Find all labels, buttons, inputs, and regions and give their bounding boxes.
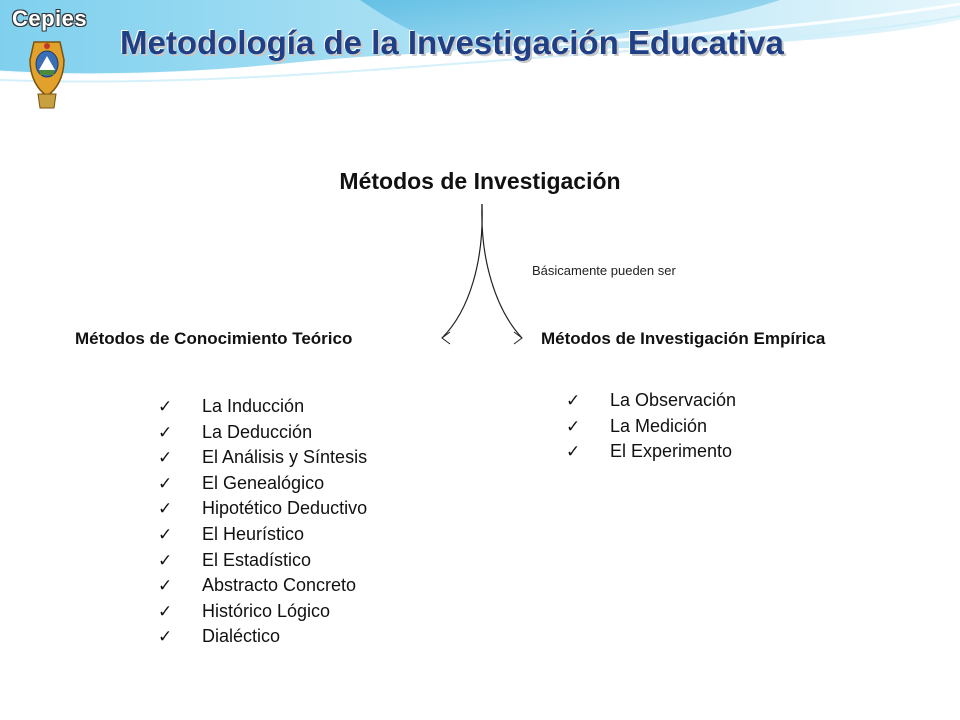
list-item: ✓ La Inducción <box>158 394 367 420</box>
check-icon: ✓ <box>158 550 173 570</box>
list-item: ✓ La Medición <box>566 414 736 440</box>
check-icon: ✓ <box>158 499 173 519</box>
left-branch-label: Métodos de Conocimiento Teórico <box>75 329 353 348</box>
check-icon: ✓ <box>158 448 173 468</box>
list-item: ✓ La Observación <box>566 388 736 414</box>
list-item: ✓ El Genealógico <box>158 471 367 497</box>
theoretical-methods-list <box>158 394 367 650</box>
check-icon: ✓ <box>158 576 173 596</box>
list-item: ✓ Hipotético Deductivo <box>158 496 367 522</box>
connector-note: Básicamente pueden ser <box>532 263 676 278</box>
brand-logo-text: Cepies <box>12 6 88 31</box>
list-item: ✓ El Análisis y Síntesis <box>158 445 367 471</box>
page-title: Metodología de la Investigación Educativa <box>120 24 784 61</box>
coat-of-arms-icon <box>26 38 68 112</box>
check-icon: ✓ <box>158 473 173 493</box>
list-item: ✓ Histórico Lógico <box>158 599 367 625</box>
check-icon: ✓ <box>158 627 173 647</box>
empirical-methods-list <box>566 388 736 465</box>
list-item: ✓ El Heurístico <box>158 522 367 548</box>
check-icon: ✓ <box>566 391 581 410</box>
check-icon: ✓ <box>158 422 173 442</box>
branch-connector-lines <box>430 200 540 350</box>
list-item: ✓ El Experimento <box>566 439 736 465</box>
check-icon: ✓ <box>158 601 173 621</box>
list-item: ✓ Dialéctico <box>158 624 367 650</box>
list-item: ✓ El Estadístico <box>158 548 367 574</box>
check-icon: ✓ <box>158 397 173 416</box>
check-icon: ✓ <box>158 524 173 544</box>
check-icon: ✓ <box>566 416 581 436</box>
diagram-root-label: Métodos de Investigación <box>339 168 621 194</box>
list-item: ✓ La Deducción <box>158 420 367 446</box>
check-icon: ✓ <box>566 442 581 462</box>
list-item: ✓ Abstracto Concreto <box>158 573 367 599</box>
right-branch-label: Métodos de Investigación Empírica <box>541 329 826 348</box>
